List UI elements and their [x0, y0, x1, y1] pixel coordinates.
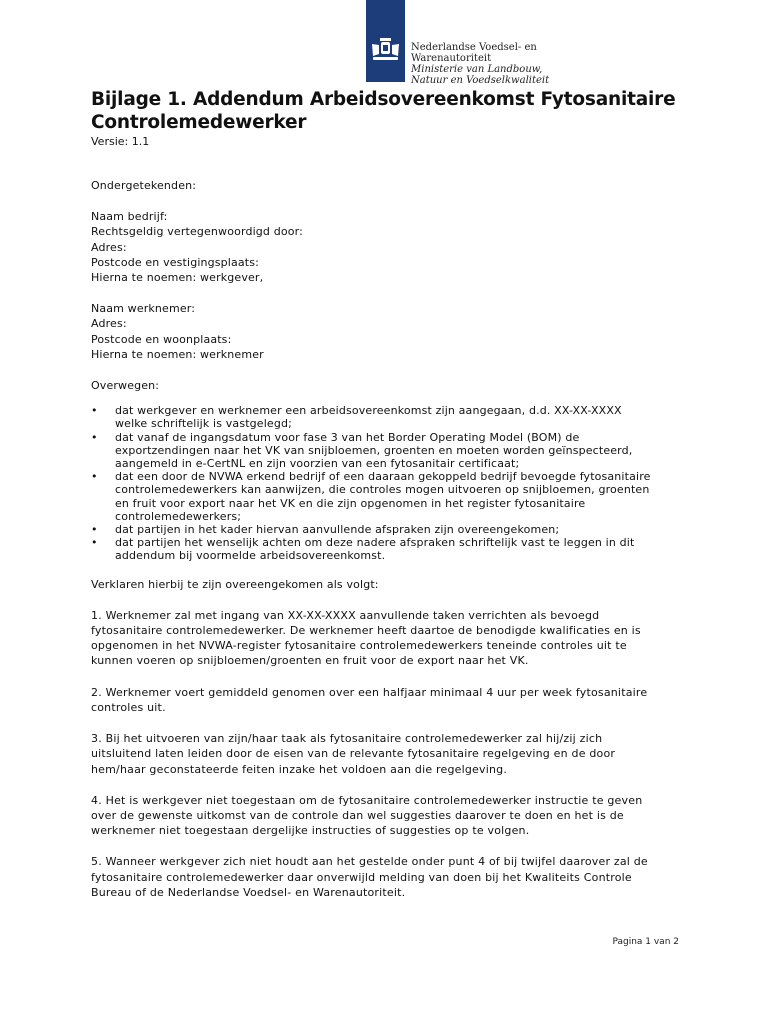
logo-bar — [366, 0, 405, 82]
considerations-list — [91, 404, 691, 562]
intro-text: Ondergetekenden: — [91, 179, 197, 192]
list-item: • dat vanaf de ingangsdatum voor fase 3 van het Border Operating Model (BOM) de exportzendingen naar het VK van snijbloemen, groenten en moeten worden geïnspecteerd, aangemeld in e-CertNL en zijn voorzien van een fytosanitair certificaat; — [91, 431, 691, 471]
field-label: Postcode en vestigingsplaats: — [91, 255, 259, 269]
organization-logo-text — [411, 42, 549, 86]
field-label: Adres: — [91, 317, 127, 331]
field-label: Naam werknemer: — [91, 302, 196, 316]
field-label: Adres: — [91, 240, 127, 254]
employer-fields — [91, 209, 691, 285]
document-body — [91, 88, 691, 900]
ministry-line: Ministerie van Landbouw, — [411, 64, 543, 75]
field-label: Postcode en woonplaats: — [91, 332, 232, 346]
list-item: • dat werkgever en werknemer een arbeidsovereenkomst zijn aangegaan, d.d. XX-XX-XXXX welke schriftelijk is vastgelegd; — [91, 404, 691, 430]
ministry-line: Natuur en Voedselkwaliteit — [411, 75, 550, 86]
org-name-line: Nederlandse Voedsel- en — [411, 42, 537, 53]
list-item: • dat partijen het wenselijk achten om deze nadere afspraken schriftelijk vast te leggen in dit addendum bij voormelde arbeidsovereenkomst. — [91, 536, 691, 562]
field-label: Rechtsgeldig vertegenwoordigd door: — [91, 225, 303, 239]
field-label: Hierna te noemen: werknemer — [91, 347, 264, 361]
agreement-heading: Verklaren hierbij te zijn overeengekomen als volgt: — [91, 577, 379, 591]
list-item: • dat partijen in het kader hiervan aanvullende afspraken zijn overeengekomen; — [91, 523, 691, 536]
considerations-heading: Overwegen: — [91, 379, 160, 393]
article-5: 5. Wanneer werkgever zich niet houdt aan het gestelde onder punt 4 of bij twijfel daarover zal de fytosanitaire controlemedewerker daar onverwijld melding van doen bij het Kwaliteits Controle Bureau of de Nederlandse Voedsel- en Warenautoriteit. — [91, 855, 648, 899]
coat-of-arms-icon — [370, 36, 401, 62]
page-number: Pagina 1 van 2 — [612, 937, 679, 947]
document-title: Bijlage 1. Addendum Arbeidsovereenkomst Fytosanitaire Controlemedewerker — [91, 89, 676, 133]
article-1: 1. Werknemer zal met ingang van XX-XX-XXXX aanvullende taken verrichten als bevoegd fytosanitaire controlemedewerker. De werknemer heeft daartoe de benodigde kwalificaties en is opgenomen in het NVWA-register fytosanitaire controlemedewerkers teneinde controles uit te kunnen voeren op snijbloemen/groenten en fruit voor de export naar het VK. — [91, 608, 641, 668]
version-label: Versie: 1.1 — [91, 135, 150, 148]
article-2: 2. Werknemer voert gemiddeld genomen over een halfjaar minimaal 4 uur per week fytosanitaire controles uit. — [91, 685, 648, 714]
field-label: Naam bedrijf: — [91, 210, 168, 224]
article-3: 3. Bij het uitvoeren van zijn/haar taak als fytosanitaire controlemedewerker zal hij/zij zich uitsluitend laten leiden door de eisen van de relevante fytosanitaire regelgeving en de door hem/haar geconstateerde feiten inzake het voldoen aan die regelgeving. — [91, 732, 616, 776]
employee-fields — [91, 301, 691, 362]
article-4: 4. Het is werkgever niet toegestaan om de fytosanitaire controlemedewerker instructie te geven over de gewenste uitkomst van de controle dan wel suggesties daarover te doen en het is de werknemer niet toegestaan dergelijke instructies of suggesties op te volgen. — [91, 793, 643, 838]
org-name-line: Warenautoriteit — [411, 53, 492, 64]
field-label: Hierna te noemen: werkgever, — [91, 271, 264, 285]
list-item: • dat een door de NVWA erkend bedrijf of een daaraan gekoppeld bedrijf bevoegde fytosanitaire controlemedewerkers kan aanwijzen, die controles mogen uitvoeren op snijbloemen, groenten en fruit voor export naar het VK en die zijn opgenomen in het register fytosanitaire controlemedewerkers; — [91, 470, 691, 523]
